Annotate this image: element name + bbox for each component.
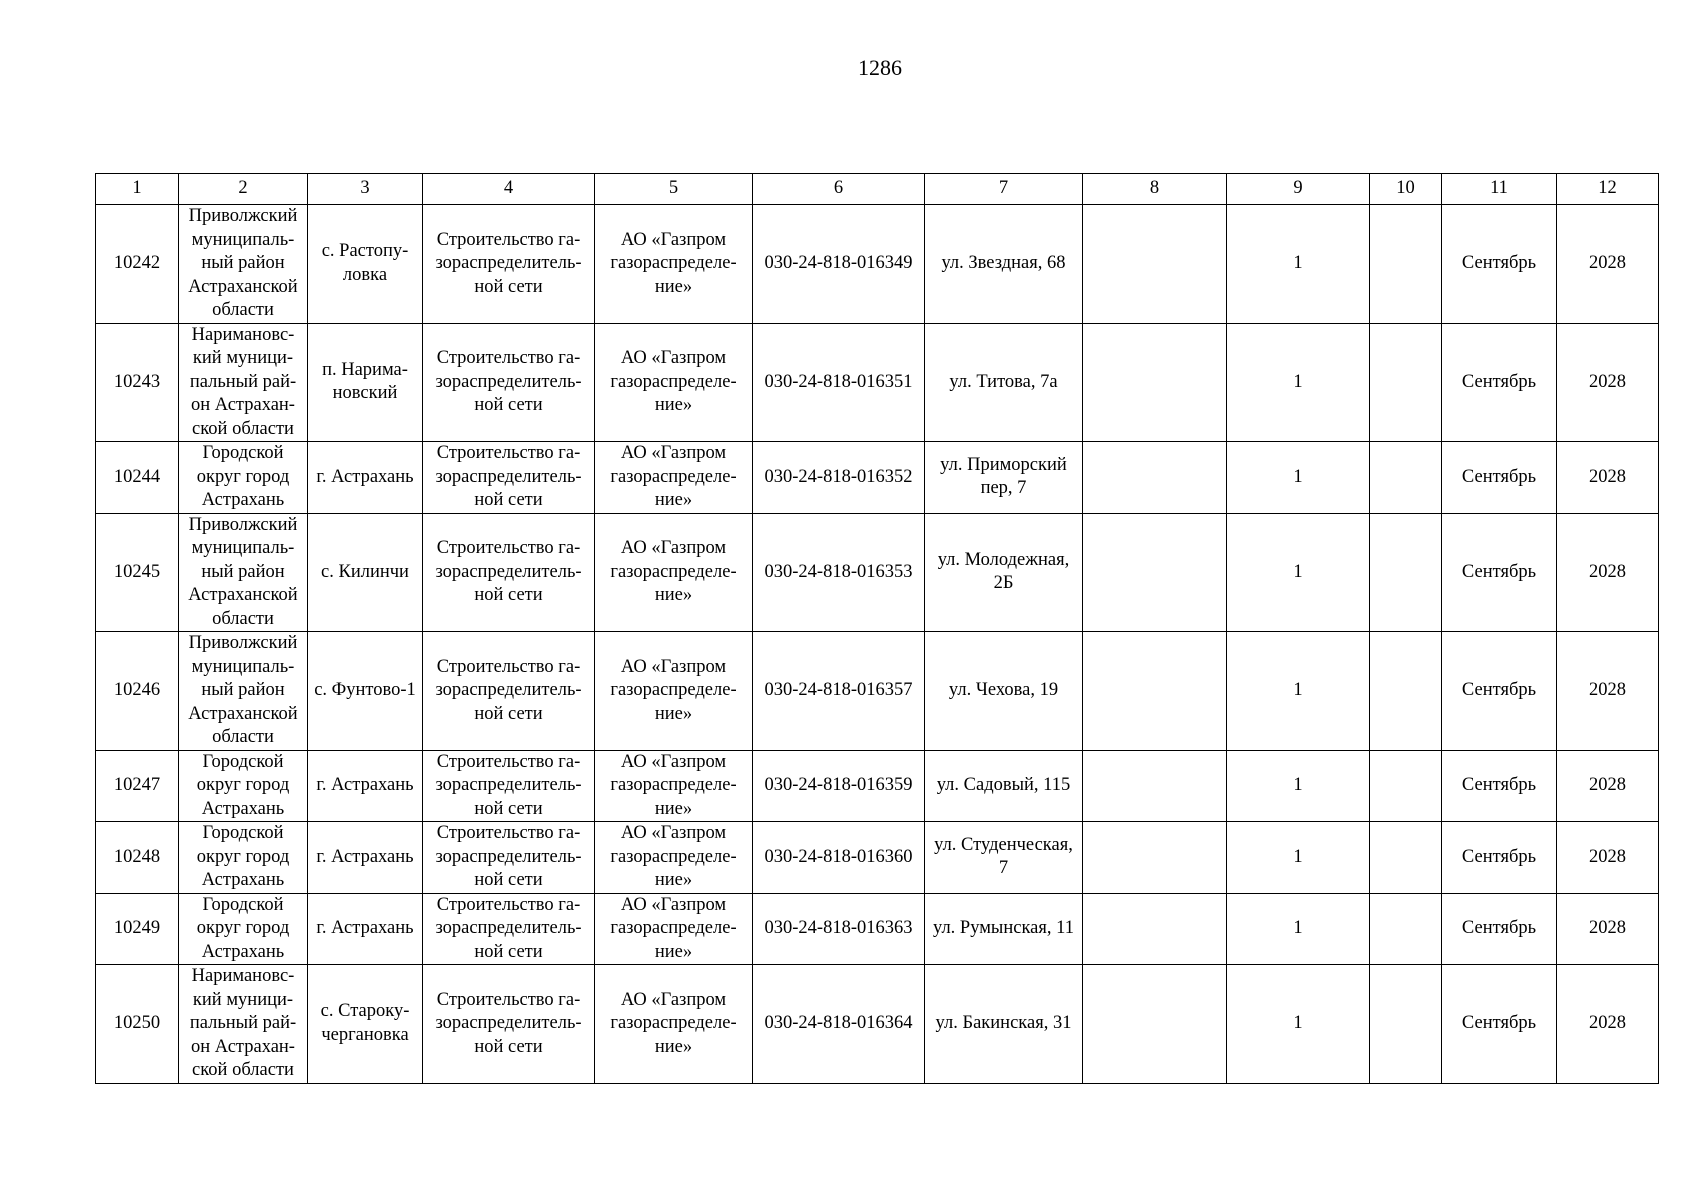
cell-work: Строительство га- зораспределитель- ной сети [423, 893, 595, 965]
cell-col9: 1 [1227, 893, 1370, 965]
cell-year: 2028 [1557, 323, 1659, 442]
cell-address: ул. Звездная, 68 [925, 205, 1083, 324]
cell-year: 2028 [1557, 442, 1659, 514]
cell-year: 2028 [1557, 632, 1659, 751]
cell-number: 10242 [96, 205, 179, 324]
registry-table [95, 173, 1659, 1084]
table-row [96, 205, 1659, 324]
cell-work: Строительство га- зораспределитель- ной сети [423, 513, 595, 632]
cell-month: Сентябрь [1442, 442, 1557, 514]
cell-district: Городской округ город Астрахань [179, 750, 308, 822]
cell-address: ул. Садовый, 115 [925, 750, 1083, 822]
table-row [96, 893, 1659, 965]
cell-settlement: с. Староку- чергановка [308, 965, 423, 1084]
cell-number: 10250 [96, 965, 179, 1084]
cell-col9: 1 [1227, 205, 1370, 324]
cell-settlement: г. Астрахань [308, 822, 423, 894]
column-header: 4 [423, 174, 595, 205]
cell-work: Строительство га- зораспределитель- ной сети [423, 822, 595, 894]
cell-year: 2028 [1557, 893, 1659, 965]
cell-col10 [1370, 323, 1442, 442]
column-header: 3 [308, 174, 423, 205]
cell-settlement: п. Нарима- новский [308, 323, 423, 442]
cell-district: Городской округ город Астрахань [179, 822, 308, 894]
cell-number: 10245 [96, 513, 179, 632]
column-header: 8 [1083, 174, 1227, 205]
column-header: 6 [753, 174, 925, 205]
cell-col10 [1370, 513, 1442, 632]
cell-district: Приволжский муниципаль- ный район Астраханской области [179, 205, 308, 324]
cell-code: 030-24-818-016364 [753, 965, 925, 1084]
cell-year: 2028 [1557, 513, 1659, 632]
cell-code: 030-24-818-016357 [753, 632, 925, 751]
cell-organization: АО «Газпром газораспределе- ние» [595, 822, 753, 894]
cell-district: Городской округ город Астрахань [179, 893, 308, 965]
cell-col8 [1083, 323, 1227, 442]
cell-month: Сентябрь [1442, 965, 1557, 1084]
cell-col8 [1083, 750, 1227, 822]
column-header: 12 [1557, 174, 1659, 205]
cell-organization: АО «Газпром газораспределе- ние» [595, 965, 753, 1084]
cell-col8 [1083, 513, 1227, 632]
column-header: 9 [1227, 174, 1370, 205]
cell-month: Сентябрь [1442, 205, 1557, 324]
cell-year: 2028 [1557, 965, 1659, 1084]
cell-number: 10243 [96, 323, 179, 442]
cell-district: Наримановс- кий муници- пальный рай- он Астрахан- ской области [179, 965, 308, 1084]
cell-number: 10249 [96, 893, 179, 965]
cell-address: ул. Чехова, 19 [925, 632, 1083, 751]
cell-number: 10247 [96, 750, 179, 822]
cell-code: 030-24-818-016360 [753, 822, 925, 894]
column-header: 7 [925, 174, 1083, 205]
cell-year: 2028 [1557, 205, 1659, 324]
cell-col10 [1370, 822, 1442, 894]
page-number: 1286 [858, 55, 902, 80]
table-row [96, 513, 1659, 632]
cell-col8 [1083, 965, 1227, 1084]
column-header: 11 [1442, 174, 1557, 205]
column-header: 2 [179, 174, 308, 205]
cell-settlement: г. Астрахань [308, 750, 423, 822]
cell-settlement: с. Растопу- ловка [308, 205, 423, 324]
cell-col9: 1 [1227, 750, 1370, 822]
column-header: 10 [1370, 174, 1442, 205]
cell-number: 10244 [96, 442, 179, 514]
cell-organization: АО «Газпром газораспределе- ние» [595, 632, 753, 751]
cell-col9: 1 [1227, 822, 1370, 894]
cell-code: 030-24-818-016359 [753, 750, 925, 822]
table-row [96, 965, 1659, 1084]
cell-col10 [1370, 442, 1442, 514]
cell-month: Сентябрь [1442, 893, 1557, 965]
table-row [96, 442, 1659, 514]
cell-organization: АО «Газпром газораспределе- ние» [595, 893, 753, 965]
cell-col8 [1083, 822, 1227, 894]
cell-col10 [1370, 750, 1442, 822]
cell-work: Строительство га- зораспределитель- ной сети [423, 323, 595, 442]
cell-organization: АО «Газпром газораспределе- ние» [595, 513, 753, 632]
cell-work: Строительство га- зораспределитель- ной сети [423, 632, 595, 751]
cell-col9: 1 [1227, 323, 1370, 442]
cell-year: 2028 [1557, 822, 1659, 894]
cell-work: Строительство га- зораспределитель- ной сети [423, 750, 595, 822]
cell-col8 [1083, 893, 1227, 965]
cell-month: Сентябрь [1442, 513, 1557, 632]
cell-work: Строительство га- зораспределитель- ной сети [423, 205, 595, 324]
cell-month: Сентябрь [1442, 632, 1557, 751]
cell-district: Наримановс- кий муници- пальный рай- он Астрахан- ской области [179, 323, 308, 442]
cell-settlement: г. Астрахань [308, 893, 423, 965]
cell-organization: АО «Газпром газораспределе- ние» [595, 750, 753, 822]
cell-work: Строительство га- зораспределитель- ной сети [423, 442, 595, 514]
cell-col10 [1370, 893, 1442, 965]
cell-district: Городской округ город Астрахань [179, 442, 308, 514]
cell-col9: 1 [1227, 632, 1370, 751]
cell-code: 030-24-818-016349 [753, 205, 925, 324]
cell-month: Сентябрь [1442, 822, 1557, 894]
header-row [96, 174, 1659, 205]
table-row [96, 323, 1659, 442]
cell-address: ул. Бакинская, 31 [925, 965, 1083, 1084]
cell-col10 [1370, 632, 1442, 751]
cell-code: 030-24-818-016351 [753, 323, 925, 442]
cell-settlement: г. Астрахань [308, 442, 423, 514]
cell-col8 [1083, 442, 1227, 514]
cell-col8 [1083, 205, 1227, 324]
cell-number: 10246 [96, 632, 179, 751]
cell-number: 10248 [96, 822, 179, 894]
cell-district: Приволжский муниципаль- ный район Астраханской области [179, 513, 308, 632]
cell-col10 [1370, 205, 1442, 324]
cell-district: Приволжский муниципаль- ный район Астраханской области [179, 632, 308, 751]
cell-code: 030-24-818-016352 [753, 442, 925, 514]
cell-col9: 1 [1227, 965, 1370, 1084]
cell-col9: 1 [1227, 442, 1370, 514]
cell-code: 030-24-818-016363 [753, 893, 925, 965]
cell-code: 030-24-818-016353 [753, 513, 925, 632]
cell-col9: 1 [1227, 513, 1370, 632]
cell-organization: АО «Газпром газораспределе- ние» [595, 442, 753, 514]
cell-month: Сентябрь [1442, 323, 1557, 442]
cell-address: ул. Молодежная, 2Б [925, 513, 1083, 632]
cell-col8 [1083, 632, 1227, 751]
cell-work: Строительство га- зораспределитель- ной сети [423, 965, 595, 1084]
column-header: 5 [595, 174, 753, 205]
cell-col10 [1370, 965, 1442, 1084]
cell-address: ул. Приморский пер, 7 [925, 442, 1083, 514]
table-row [96, 822, 1659, 894]
cell-organization: АО «Газпром газораспределе- ние» [595, 205, 753, 324]
table-row [96, 632, 1659, 751]
column-header: 1 [96, 174, 179, 205]
cell-month: Сентябрь [1442, 750, 1557, 822]
cell-organization: АО «Газпром газораспределе- ние» [595, 323, 753, 442]
table-row [96, 750, 1659, 822]
cell-settlement: с. Килинчи [308, 513, 423, 632]
cell-year: 2028 [1557, 750, 1659, 822]
cell-address: ул. Титова, 7а [925, 323, 1083, 442]
cell-address: ул. Студенческая, 7 [925, 822, 1083, 894]
cell-address: ул. Румынская, 11 [925, 893, 1083, 965]
cell-settlement: с. Фунтово-1 [308, 632, 423, 751]
